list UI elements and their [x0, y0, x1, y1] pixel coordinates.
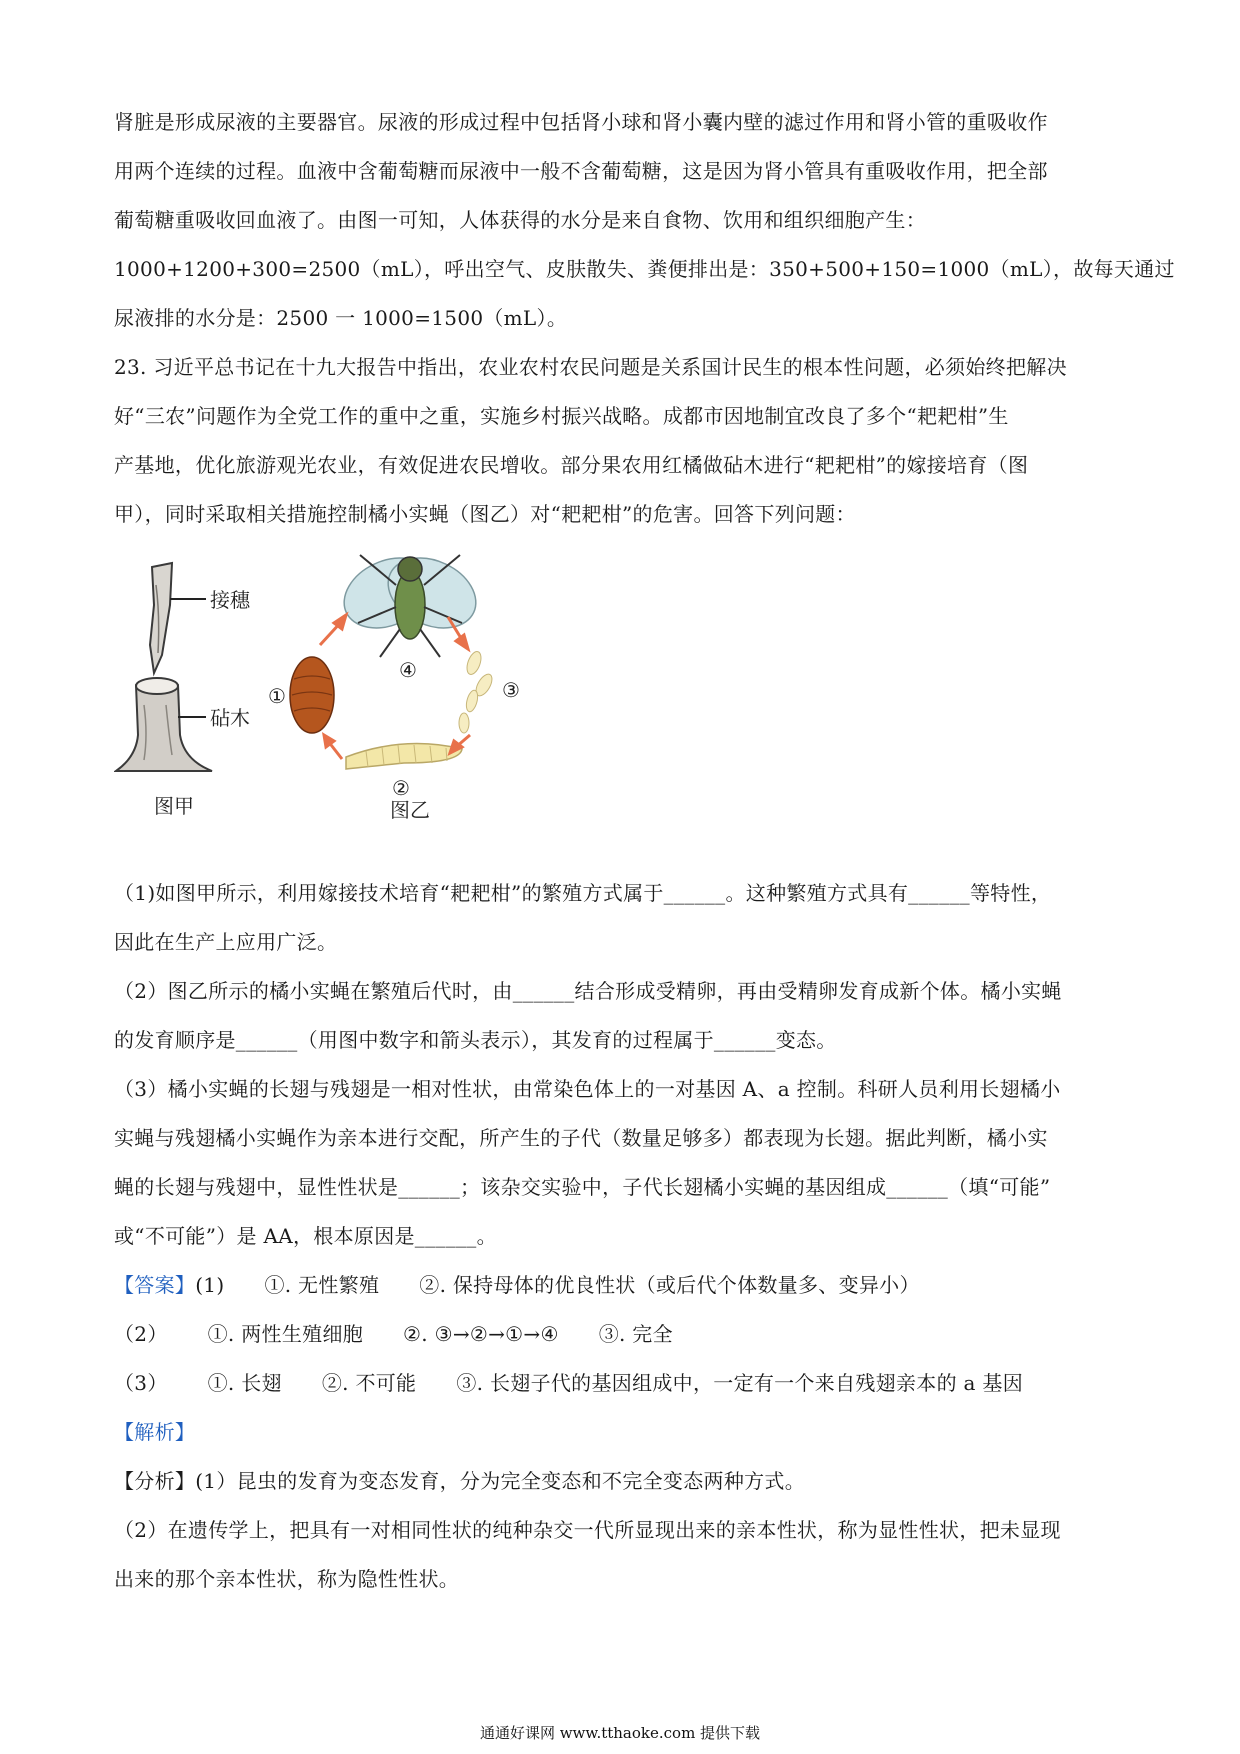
answer-item: ①. 长翅	[207, 1371, 282, 1395]
rootstock-label: 砧木	[210, 706, 250, 730]
answer-row-2	[114, 1310, 1134, 1359]
answer-item: ②. 不可能	[321, 1371, 417, 1395]
text-line: 甲），同时采取相关措施控制橘小实蝇（图乙）对“耙耙柑”的危害。回答下列问题：	[114, 502, 856, 526]
text-line: 或“不可能”）是 AA，根本原因是______。	[114, 1224, 497, 1248]
text-line: 的发育顺序是______（用图中数字和箭头表示），其发育的过程属于______变态。	[114, 1028, 837, 1052]
text-line: 23. 习近平总书记在十九大报告中指出，农业农村农民问题是关系国计民生的根本性问题，必须始终把解决	[114, 355, 1067, 379]
fly-lifecycle-illustration	[268, 545, 520, 822]
text-line: 出来的那个亲本性状，称为隐性性状。	[114, 1567, 460, 1591]
stage-1-label: ①	[268, 684, 286, 708]
stage-2-label: ②	[392, 776, 410, 800]
paragraph-kidney-explanation	[114, 98, 1175, 343]
text-line: 葡萄糖重吸收回血液了。由图一可知，人体获得的水分是来自食物、饮用和组织细胞产生：	[114, 208, 926, 232]
caption-figure-b: 图乙	[390, 798, 430, 822]
text-line: 蝇的长翅与残翅中，显性性状是______；该杂交实验中，子代长翅橘小实蝇的基因组成______（填“可能”	[114, 1175, 1051, 1199]
text-line: 实蝇与残翅橘小实蝇作为亲本进行交配，所产生的子代（数量足够多）都表现为长翅。据此判断，橘小实	[114, 1126, 1048, 1150]
answer-item: ①. 无性繁殖	[264, 1273, 380, 1297]
answer-row-number: （3）	[114, 1371, 168, 1395]
text-line: 【分析】(1）昆虫的发育为变态发育，分为完全变态和不完全变态两种方式。	[114, 1469, 806, 1493]
eggs	[459, 650, 495, 733]
text-line: 产基地，优化旅游观光农业，有效促进农民增收。部分果农用红橘做砧木进行“耙耙柑”的嫁接培育（图	[114, 453, 1029, 477]
grafting-illustration	[116, 563, 251, 818]
sub-questions	[114, 869, 1134, 1261]
answer-item: ②. ③→②→①→④	[403, 1322, 559, 1346]
analysis-section	[114, 1408, 1134, 1604]
page-footer: 通通好课网 www.tthaoke.com 提供下载	[479, 1724, 761, 1742]
figure-svg	[114, 545, 574, 865]
answer-tag: 【答案】	[114, 1273, 196, 1297]
text-line: 用两个连续的过程。血液中含葡萄糖而尿液中一般不含葡萄糖，这是因为肾小管具有重吸收作用，把全部	[114, 159, 1048, 183]
question-23-stem	[114, 343, 1134, 539]
caption-figure-a: 图甲	[154, 794, 194, 818]
answer-row-number: （2）	[114, 1322, 168, 1346]
text-line: 肾脏是形成尿液的主要器官。尿液的形成过程中包括肾小球和肾小囊内壁的滤过作用和肾小管的重吸收作	[114, 110, 1048, 134]
text-line: 尿液排的水分是：2500 一 1000=1500（mL）。	[114, 306, 568, 330]
answer-row-3	[114, 1359, 1134, 1408]
answer-item: ③. 完全	[598, 1322, 673, 1346]
text-line: 1000+1200+300=2500（mL），呼出空气、皮肤散失、粪便排出是：350+500+150=1000（mL），故每天通过	[114, 257, 1175, 281]
larva	[346, 744, 462, 769]
stage-4-label: ④	[399, 658, 417, 682]
stage-3-label: ③	[502, 678, 520, 702]
answer-row-number: (1)	[195, 1273, 225, 1297]
text-line: （1)如图甲所示，利用嫁接技术培育“耙耙柑”的繁殖方式属于______。这种繁殖方式具有______等特性，	[114, 881, 1052, 905]
analysis-tag: 【解析】	[114, 1420, 196, 1444]
scion-branch	[150, 563, 172, 673]
text-line: （3）橘小实蝇的长翅与残翅是一相对性状，由常染色体上的一对基因 A、a 控制。科研人员利用长翅橘小	[114, 1077, 1061, 1101]
text-line: （2）在遗传学上，把具有一对相同性状的纯种杂交一代所显现出来的亲本性状，称为显性性状，把未显现	[114, 1518, 1061, 1542]
document-body	[114, 98, 1175, 1604]
answer-item: ③. 长翅子代的基因组成中，一定有一个来自残翅亲本的 a 基因	[456, 1371, 1024, 1395]
answer-section	[114, 1261, 1134, 1408]
figure-grafting-and-fly-lifecycle	[114, 545, 574, 865]
answer-item: ②. 保持母体的优良性状（或后代个体数量多、变异小）	[419, 1273, 920, 1297]
text-line: （2）图乙所示的橘小实蝇在繁殖后代时，由______结合形成受精卵，再由受精卵发育成新个体。橘小实蝇	[114, 979, 1062, 1003]
answer-row-1	[114, 1261, 1134, 1310]
scion-label: 接穗	[210, 588, 250, 612]
text-line: 好“三农”问题作为全党工作的重中之重，实施乡村振兴战略。成都市因地制宜改良了多个“耙耙柑”生	[114, 404, 1009, 428]
pupa	[290, 657, 334, 733]
text-line: 因此在生产上应用广泛。	[114, 930, 338, 954]
answer-item: ①. 两性生殖细胞	[207, 1322, 364, 1346]
